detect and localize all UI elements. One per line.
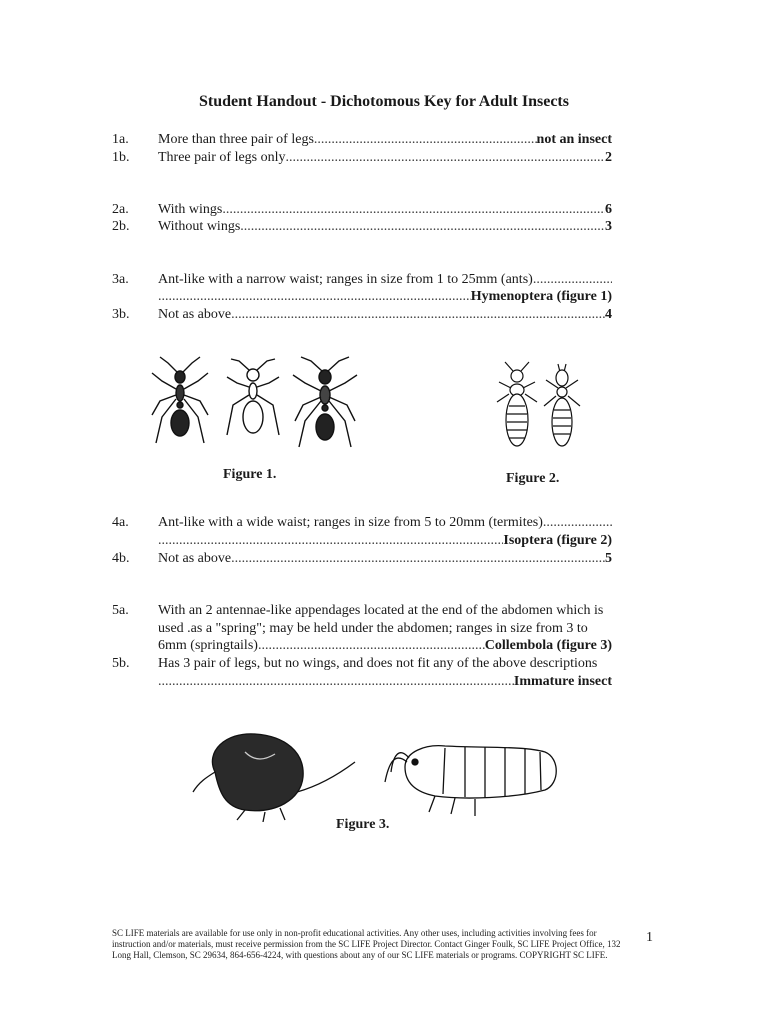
key-line-5b	[112, 655, 612, 673]
key-result: 4	[605, 307, 612, 322]
key-result: 3	[605, 219, 612, 234]
key-text: With an 2 antennae-like appendages located at the end of the abdomen which is	[158, 603, 604, 618]
key-line-2b	[112, 218, 612, 236]
figure-1-ants-illustration	[145, 355, 370, 455]
figure-1-caption: Figure 1.	[223, 467, 277, 482]
key-text: used .as a "spring"; may be held under the abdomen; ranges in size from 3 to	[158, 621, 588, 636]
key-number: 4b.	[112, 551, 130, 566]
key-text: 6mm (springtails)	[158, 638, 258, 653]
key-text: Ant-like with a narrow waist; ranges in size from 1 to 25mm (ants)	[158, 272, 533, 287]
key-number: 2b.	[112, 219, 130, 234]
key-number: 1a.	[112, 132, 129, 147]
key-line-4a	[112, 514, 612, 532]
key-text: Not as above	[158, 307, 232, 322]
key-result: 5	[605, 551, 612, 566]
figure-2-termites-illustration	[490, 358, 590, 458]
page-number: 1	[646, 930, 653, 945]
key-line-1a	[112, 131, 612, 149]
key-text: Not as above	[158, 551, 232, 566]
key-line-3a-result	[112, 288, 612, 306]
key-line-2a	[112, 201, 612, 219]
key-text: Ant-like with a wide waist; ranges in size from 5 to 20mm (termites)	[158, 515, 543, 530]
key-number: 3b.	[112, 307, 130, 322]
key-number: 4a.	[112, 515, 129, 530]
key-line-3a	[112, 271, 612, 289]
key-text: Has 3 pair of legs, but no wings, and does not fit any of the above descriptions	[158, 656, 598, 671]
figure-3-springtails-illustration	[185, 722, 565, 822]
footer-notice: SC LIFE materials are available for use only in non-profit educational activities. Any other uses, including activities involving fees for instruction and/or materials, must receive permission from the SC LIFE Project Director. Contact Ginger Foulk, SC LIFE Project Office, 132 Long Hall, Clemson, SC 29634, 864-656-4224, with questions about any of our SC LIFE materials or programs. COPYRIGHT SC LIFE.	[112, 928, 621, 960]
key-number: 1b.	[112, 150, 130, 165]
key-line-4b	[112, 550, 612, 568]
key-line-5a-cont	[112, 620, 612, 638]
key-line-1b	[112, 149, 612, 167]
key-result: 6	[605, 202, 612, 217]
key-number: 5a.	[112, 603, 129, 618]
key-number: 2a.	[112, 202, 129, 217]
key-text: Three pair of legs only	[158, 150, 286, 165]
key-text: With wings	[158, 202, 223, 217]
key-text: More than three pair of legs	[158, 132, 314, 147]
figure-3-caption: Figure 3.	[336, 817, 390, 832]
page-title: Student Handout - Dichotomous Key for Adult Insects	[199, 93, 569, 110]
key-line-5b-result	[112, 673, 612, 691]
figure-2-caption: Figure 2.	[506, 471, 560, 486]
key-number: 3a.	[112, 272, 129, 287]
key-result: Isoptera (figure 2)	[503, 533, 612, 548]
key-result: Hymenoptera (figure 1)	[470, 289, 612, 304]
key-result: Immature insect	[513, 674, 612, 689]
key-line-4a-result	[112, 532, 612, 550]
key-text: Without wings	[158, 219, 241, 234]
key-number: 5b.	[112, 656, 130, 671]
key-result: Collembola (figure 3)	[484, 638, 612, 653]
key-line-5a	[112, 602, 612, 620]
key-result: not an insect	[536, 132, 612, 147]
key-line-3b	[112, 306, 612, 324]
key-result: 2	[605, 150, 612, 165]
key-line-5a-result	[112, 637, 612, 655]
